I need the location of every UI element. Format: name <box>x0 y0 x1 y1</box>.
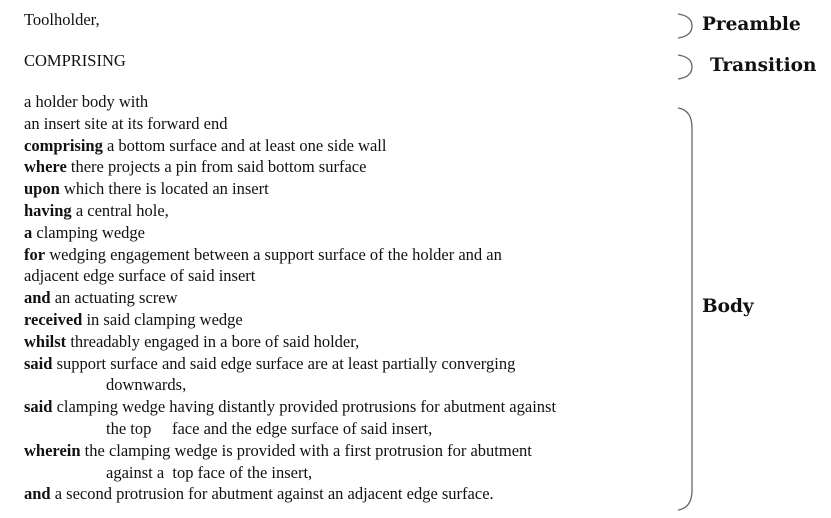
preamble-bracket <box>678 14 692 38</box>
preamble-text: Toolholder, <box>24 10 100 29</box>
transition-bracket <box>678 55 692 79</box>
claim-keyword: upon <box>24 179 60 199</box>
claim-keyword: for <box>24 244 46 264</box>
claim-line-text: in said clamping wedge <box>82 310 243 329</box>
claim-line-text: a second protrusion for abutment against an adjacent edge surface. <box>50 484 494 504</box>
claim-line-text: wedging engagement between a support surface of the holder and an <box>45 244 502 264</box>
claim-keyword: where <box>24 157 67 177</box>
claim-keyword: and <box>24 288 51 308</box>
preamble-label: Preamble <box>702 14 801 35</box>
claim-keyword: said <box>24 353 53 373</box>
claim-line-text: there projects a pin from said bottom surface <box>66 157 367 177</box>
claim-line-text: which there is located an insert <box>59 179 269 199</box>
claim-line-text: an actuating screw <box>50 288 178 308</box>
claim-line-text: threadably engaged in a bore of said holder, <box>66 331 360 351</box>
claim-line-text: clamping wedge having distantly provided protrusions for abutment against <box>52 397 557 417</box>
claim-keyword: wherein <box>24 440 81 460</box>
claim-line-text: downwards, <box>106 375 187 395</box>
claim-line-text: the top face and the edge surface of said insert, <box>106 419 433 438</box>
claim-keyword: a <box>24 222 33 242</box>
transition-label: Transition <box>710 55 817 76</box>
claim-keyword: received <box>24 310 83 329</box>
body-label: Body <box>702 296 754 317</box>
claim-keyword: said <box>24 397 53 417</box>
claim-line-text: against a top face of the insert, <box>106 462 313 482</box>
claim-keyword: whilst <box>24 331 67 351</box>
claim-keyword: and <box>24 484 51 504</box>
claim-line-text: support surface and said edge surface are at least partially converging <box>52 353 516 373</box>
claim-line-text: clamping wedge <box>32 222 145 242</box>
claim-line-text: adjacent edge surface of said insert <box>24 266 256 286</box>
claim-line-text: a central hole, <box>71 201 169 220</box>
transition-text: COMPRISING <box>24 51 126 70</box>
claim-line-text: the clamping wedge is provided with a first protrusion for abutment <box>80 440 532 460</box>
claim-keyword: comprising <box>24 135 103 155</box>
claim-line-text: a holder body with <box>24 92 149 111</box>
claim-line-text: an insert site at its forward end <box>24 113 228 133</box>
claim-keyword: having <box>24 201 72 220</box>
body-bracket <box>678 108 692 510</box>
claim-line-text: a bottom surface and at least one side wall <box>102 135 387 155</box>
